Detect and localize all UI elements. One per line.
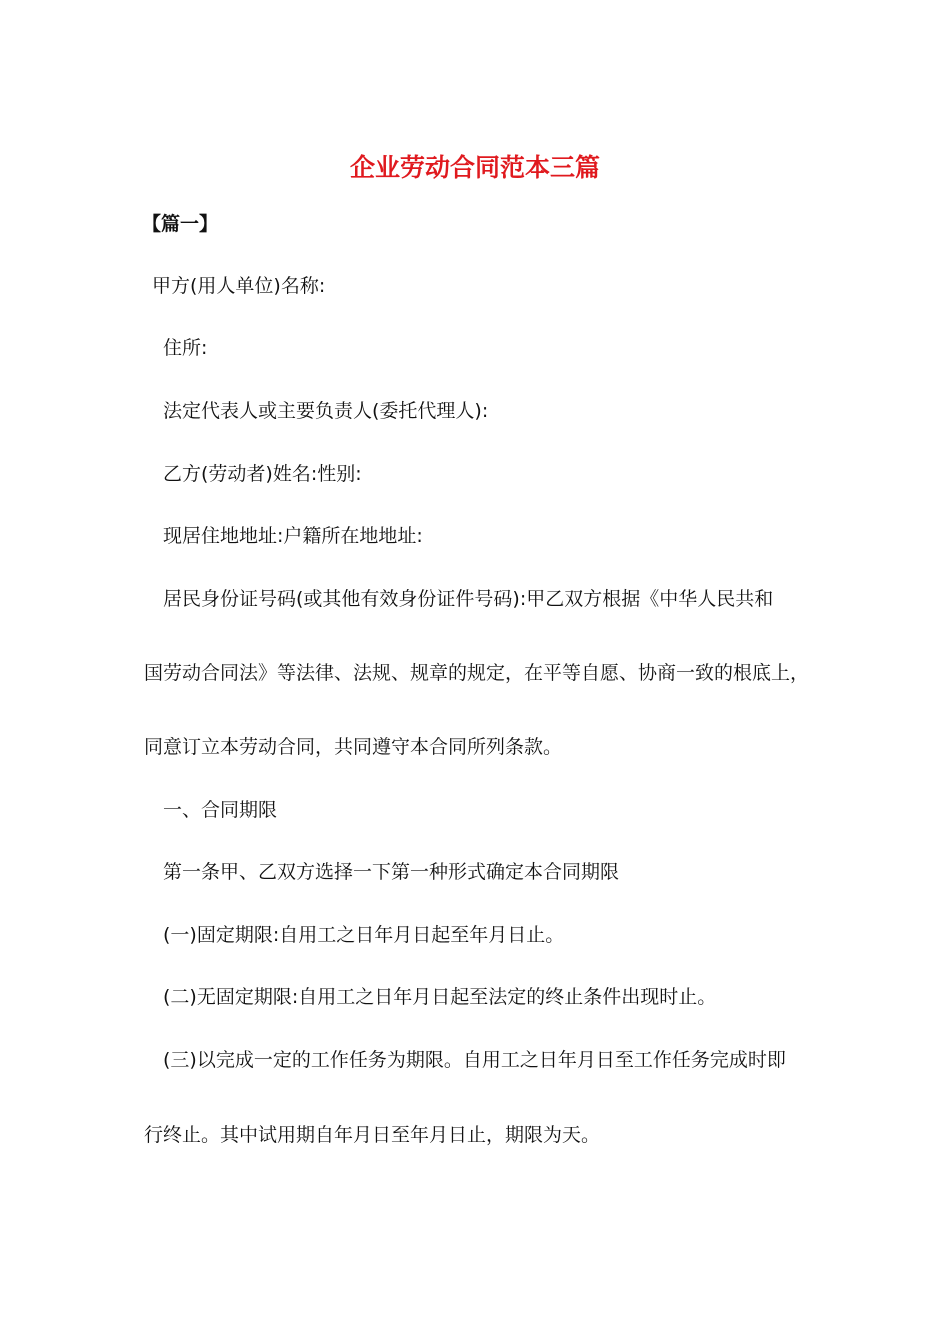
open-term-line: (二)无固定期限:自用工之日年月日起至法定的终止条件出现时止。 [163, 986, 717, 1008]
legal-representative-line: 法定代表人或主要负责人(委托代理人): [163, 400, 489, 422]
id-number-line: 居民身份证号码(或其他有效身份证件号码):甲乙双方根据《中华人民共和 [163, 588, 774, 610]
law-basis-line: 国劳动合同法》等法律、法规、规章的规定，在平等自愿、协商一致的根底上， [144, 662, 810, 684]
address-line: 住所: [163, 337, 208, 359]
fixed-term-line: (一)固定期限:自用工之日年月日起至年月日止。 [163, 924, 565, 946]
party-a-name-line: 甲方(用人单位)名称: [152, 275, 326, 297]
section-label: 【篇一】 [142, 213, 219, 235]
residence-address-line: 现居住地地址:户籍所在地地址: [163, 525, 423, 547]
contract-term-heading: 一、合同期限 [163, 799, 278, 821]
article-one-line: 第一条甲、乙双方选择一下第一种形式确定本合同期限 [163, 861, 620, 883]
agreement-line: 同意订立本劳动合同，共同遵守本合同所列条款。 [144, 736, 563, 758]
probation-line: 行终止。其中试用期自年月日至年月日止，期限为天。 [144, 1124, 601, 1146]
document-title: 企业劳动合同范本三篇 [349, 153, 600, 182]
task-term-line: (三)以完成一定的工作任务为期限。自用工之日年月日至工作任务完成时即 [163, 1049, 786, 1071]
party-b-name-line: 乙方(劳动者)姓名:性别: [163, 463, 362, 485]
